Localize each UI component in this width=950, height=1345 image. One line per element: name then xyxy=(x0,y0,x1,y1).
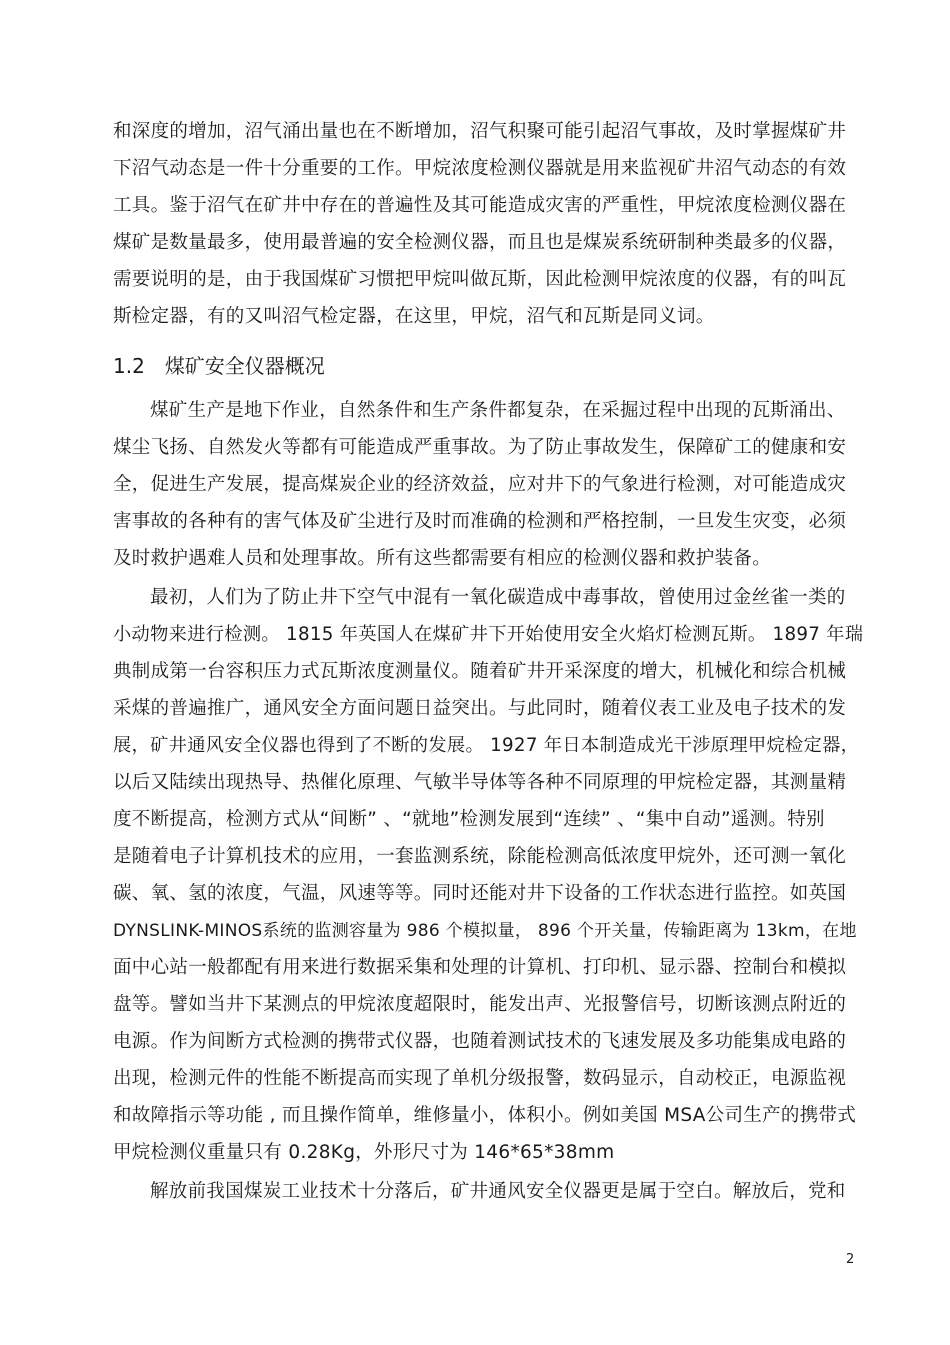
text-line: 以后又陆续出现热导、热催化原理、气敏半导体等各种不同原理的甲烷检定器，其测量精 xyxy=(113,772,847,793)
text-line: 及时救护遇难人员和处理事故。所有这些都需要有相应的检测仪器和救护装备。 xyxy=(113,548,772,569)
text-line: 煤尘飞扬、自然发火等都有可能造成严重事故。为了防止事故发生，保障矿工的健康和安 xyxy=(113,437,847,458)
text-line: 出现，检测元件的性能不断提高而实现了单机分级报警，数码显示，自动校正，电源监视 xyxy=(113,1068,847,1089)
text-line: 最初，人们为了防止井下空气中混有一氧化碳造成中毒事故，曾使用过金丝雀一类的 xyxy=(150,587,846,608)
text-line: 需要说明的是，由于我国煤矿习惯把甲烷叫做瓦斯，因此检测甲烷浓度的仪器，有的叫瓦 xyxy=(113,269,847,290)
text-line: 害事故的各种有的害气体及矿尘进行及时而准确的检测和严格控制，一旦发生灾变，必须 xyxy=(113,511,847,532)
text-line: 全，促进生产发展，提高煤炭企业的经济效益，应对井下的气象进行检测，对可能造成灾 xyxy=(113,474,847,495)
text-line: 工具。鉴于沼气在矿井中存在的普遍性及其可能造成灾害的严重性，甲烷浓度检测仪器在 xyxy=(113,195,847,216)
text-line: 是随着电子计算机技术的应用，一套监测系统，除能检测高低浓度甲烷外，还可测一氧化 xyxy=(113,846,847,867)
text-line: 解放前我国煤炭工业技术十分落后，矿井通风安全仪器更是属于空白。解放后，党和 xyxy=(150,1181,846,1202)
text-line: 煤矿生产是地下作业，自然条件和生产条件都复杂，在采掘过程中出现的瓦斯涌出、 xyxy=(150,400,846,421)
text-line: DYNSLINK-MINOS系统的监测容量为 986 个模拟量， 896 个开关量，传输距离为 13km，在地 xyxy=(113,921,857,941)
text-line: 度不断提高，检测方式从“间断” 、“就地”检测发展到“连续” 、“集中自动”遥测。特别 xyxy=(113,809,825,830)
text-line: 下沼气动态是一件十分重要的工作。甲烷浓度检测仪器就是用来监视矿井沼气动态的有效 xyxy=(113,158,847,179)
text-line: 煤矿是数量最多，使用最普遍的安全检测仪器，而且也是煤炭系统研制种类最多的仪器， xyxy=(113,232,847,253)
text-line: 电源。作为间断方式检测的携带式仪器，也随着测试技术的飞速发展及多功能集成电路的 xyxy=(113,1031,847,1052)
section-heading xyxy=(113,353,325,379)
text-line: 和故障指示等功能 , 而且操作简单，维修量小，体积小。例如美国 MSA公司生产的携带式 xyxy=(113,1105,857,1126)
section-title: 煤矿安全仪器概况 xyxy=(164,354,325,378)
text-line: 展，矿井通风安全仪器也得到了不断的发展。 1927 年日本制造成光干涉原理甲烷检定器， xyxy=(113,735,860,756)
text-line: 盘等。譬如当井下某测点的甲烷浓度超限时，能发出声、光报警信号，切断该测点附近的 xyxy=(113,994,847,1015)
text-line: 小动物来进行检测。 1815 年英国人在煤矿井下开始使用安全火焰灯检测瓦斯。 1897 年瑞 xyxy=(113,624,864,645)
text-line: 和深度的增加，沼气涌出量也在不断增加，沼气积聚可能引起沼气事故，及时掌握煤矿井 xyxy=(113,121,847,142)
text-line: 典制成第一台容积压力式瓦斯浓度测量仪。随着矿井开采深度的增大，机械化和综合机械 xyxy=(113,661,847,682)
text-line: 面中心站一般都配有用来进行数据采集和处理的计算机、打印机、显示器、控制台和模拟 xyxy=(113,957,847,978)
text-line: 采煤的普遍推广，通风安全方面问题日益突出。与此同时，随着仪表工业及电子技术的发 xyxy=(113,698,847,719)
text-line: 斯检定器，有的又叫沼气检定器，在这里，甲烷，沼气和瓦斯是同义词。 xyxy=(113,306,715,327)
text-line: 碳、氧、氢的浓度，气温，风速等等。同时还能对井下设备的工作状态进行监控。如英国 xyxy=(113,883,847,904)
page-number: 2 xyxy=(846,1252,855,1267)
section-number: 1.2 xyxy=(113,354,145,378)
text-line: 甲烷检测仪重量只有 0.28Kg，外形尺寸为 146*65*38mm xyxy=(113,1142,615,1163)
